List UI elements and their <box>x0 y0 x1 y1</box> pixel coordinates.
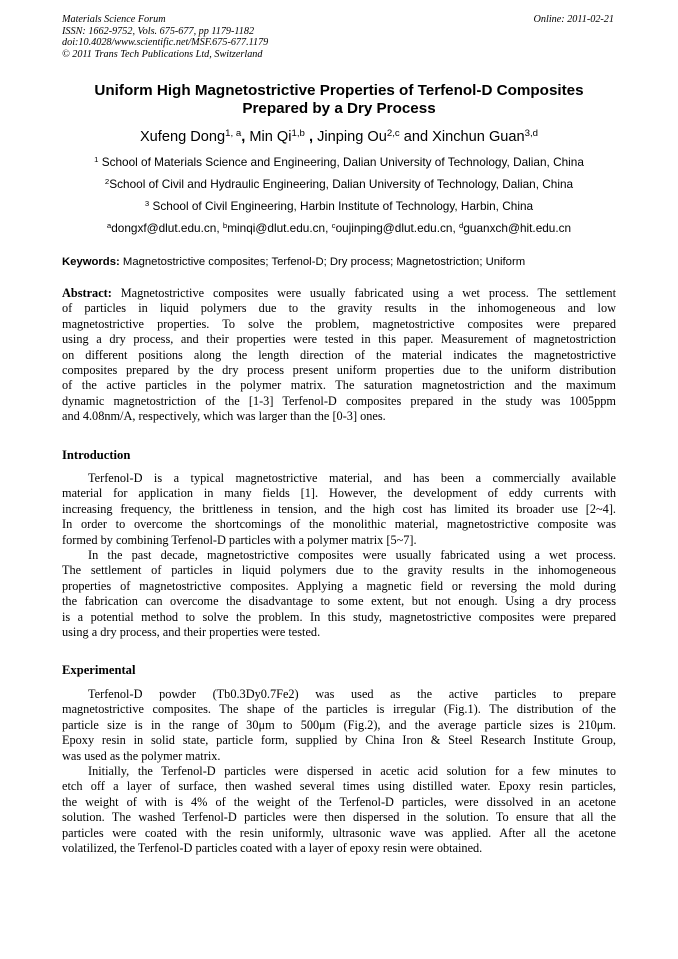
author-name: Jinping Ou <box>317 129 387 145</box>
journal-header <box>62 14 268 60</box>
affiliation-sup: 3 <box>144 198 150 208</box>
affiliation-2 <box>62 177 616 193</box>
text-line: is a potential method to solve the problem. In this study, magnetostrictive composites were prepared <box>62 609 616 624</box>
author-name: Xinchun Guan <box>432 129 525 145</box>
experimental-paragraph-1 <box>62 687 616 764</box>
abstract-line: dynamic magnetostriction of the [1-3] Terfenol-D composites prepared in the study was 1005ppm <box>62 393 616 408</box>
abstract-text: Magnetostrictive composites were usually fabricated using a wet process. The settlement <box>111 286 616 300</box>
paper-title <box>62 82 616 118</box>
author-separator: , <box>241 129 250 145</box>
author-sup: 3,d <box>524 127 539 139</box>
author-list <box>62 128 616 148</box>
introduction-paragraph-1 <box>62 471 616 548</box>
keywords-text: Magnetostrictive composites; Terfenol-D; Dry process; Magnetostriction; Uniform <box>119 256 526 268</box>
copyright-line: © 2011 Trans Tech Publications Ltd, Switzerland <box>62 48 263 60</box>
abstract-line <box>62 286 616 301</box>
author-sup: 1, a <box>225 127 242 139</box>
text-line: particle size is in the range of 30μm to 500μm (Fig.2), and the average particle sizes is 210μm. <box>62 717 616 732</box>
email-address: dongxf@dlut.edu.cn, <box>111 221 223 235</box>
email-sup: b <box>222 220 228 230</box>
email-address: minqi@dlut.edu.cn, <box>227 221 332 235</box>
email-sup: d <box>459 220 464 230</box>
keywords-label: Keywords: <box>62 256 120 268</box>
text-line: Initially, the Terfenol-D particles were dispersed in acetic acid solution for a few minutes to <box>88 764 616 778</box>
text-line: material for application in many fields [1]. However, the development of eddy currents with <box>62 486 616 501</box>
text-line: In order to overcome the shortcomings of the monolithic material, magnetostrictive composite was <box>62 517 616 532</box>
email-sup: c <box>331 220 336 230</box>
text-line: In the past decade, magnetostrictive composites were usually fabricated using a wet process. <box>88 548 616 562</box>
doi-line: doi:10.4028/www.scientific.net/MSF.675-677.1179 <box>62 37 269 49</box>
text-line: volatilized, the Terfenol-D particles coated with a layer of epoxy resin were obtained. <box>62 840 483 855</box>
text-line: the weight of with is 4% of the weight of the Terfenol-D particles, were dissolved in an acetone <box>62 794 616 809</box>
title-line-1: Uniform High Magnetostrictive Properties of Terfenol-D Composites <box>94 82 584 99</box>
author-sup: 1,b <box>291 127 305 139</box>
text-line: increasing frequency, the brittleness in tension, and the high cost has limited its broader use [2~4]. <box>62 501 616 516</box>
affiliation-1 <box>62 155 616 171</box>
text-line: The settlement of particles in liquid polymers due to the gravity results in the inhomogeneous <box>62 563 616 578</box>
issn-line: ISSN: 1662-9752, Vols. 675-677, pp 1179-1182 <box>62 25 255 37</box>
email-address: guanxch@hit.edu.cn <box>463 221 572 235</box>
affiliation-text: School of Civil and Hydraulic Engineering, Dalian University of Technology, Dalian, China <box>109 177 574 191</box>
text-line: Terfenol-D powder (Tb0.3Dy0.7Fe2) was used as the active particles to prepare <box>88 687 616 701</box>
email-address: oujinping@dlut.edu.cn, <box>335 221 460 235</box>
affiliation-3 <box>62 199 616 215</box>
online-date: Online: 2011-02-21 <box>533 14 614 25</box>
text-line: using a dry process, and their properties were tested. <box>62 624 321 639</box>
text-line: particles were coated with the resin uniformly, ultrasonic wave was applied. After all the acetone <box>62 825 616 840</box>
abstract-line: of the active particles in the polymer matrix. The saturation magnetostriction and the maximum <box>62 378 616 393</box>
introduction-paragraph-2 <box>62 548 616 640</box>
author-name: Xufeng Dong <box>139 129 226 145</box>
text-line: Epoxy resin in solid state, particle form, supplied by China Iron & Steel Research Institute Group, <box>62 733 616 748</box>
text-line: properties of magnetostrictive composites. Applying a magnetic field or reversing the mold during <box>62 578 616 593</box>
text-line: was used as the polymer matrix. <box>62 748 221 763</box>
experimental-heading: Experimental <box>62 663 136 677</box>
text-line: the fabrication can overcome the disadvantage to some extent, but not enough. Using a dry process <box>62 594 616 609</box>
text-line: Terfenol-D is a typical magnetostrictive material, and has been a commercially available <box>88 471 616 485</box>
email-sup: a <box>106 220 112 230</box>
abstract <box>62 286 616 425</box>
email-line <box>62 221 616 237</box>
text-line: magnetostrictive composites. The shape of the particles is irregular (Fig.1). The distribution of the <box>62 702 616 717</box>
author-sup: 2,c <box>386 127 400 139</box>
abstract-line: and 4.08nm/A, respectively, which was larger than the [0-3] ones. <box>62 409 386 424</box>
experimental-paragraph-2 <box>62 764 616 856</box>
abstract-line: of particles in liquid polymers due to the gravity results in the inhomogeneous and low <box>62 301 616 316</box>
keywords <box>62 255 616 269</box>
abstract-line: on different positions along the length direction of the material indicates the magnetostrictive <box>62 347 616 362</box>
text-line: etch off a layer of surface, then washed several times using distilled water. Epoxy resin particles, <box>62 779 616 794</box>
affiliation-sup: 2 <box>104 176 110 186</box>
abstract-line: composites prepared by the dry process present uniform properties due to the uniform distribution <box>62 362 616 377</box>
author-separator: , <box>304 129 318 145</box>
affiliation-text: School of Materials Science and Engineering, Dalian University of Technology, Dalian, China <box>98 155 584 169</box>
abstract-line: magnetostrictive properties. To solve the problem, magnetostrictive composites were prepared <box>62 316 616 331</box>
introduction-heading: Introduction <box>62 448 131 462</box>
author-separator: and <box>399 129 433 145</box>
title-line-2: Prepared by a Dry Process <box>242 100 436 117</box>
abstract-line: using a dry process, and their properties were tested in this paper. Measurement of magnetostriction <box>62 332 616 347</box>
abstract-label: Abstract: <box>62 286 112 300</box>
text-line: solution. The washed Terfenol-D particles were then dispersed in the solution. To ensure that all the <box>62 810 616 825</box>
affiliation-sup: 1 <box>94 154 99 164</box>
affiliation-text: School of Civil Engineering, Harbin Institute of Technology, Harbin, China <box>149 199 534 213</box>
journal-name: Materials Science Forum <box>62 14 166 25</box>
text-line: formed by combining Terfenol-D particles with a polymer matrix [5~7]. <box>62 532 417 547</box>
author-name: Min Qi <box>249 129 292 145</box>
